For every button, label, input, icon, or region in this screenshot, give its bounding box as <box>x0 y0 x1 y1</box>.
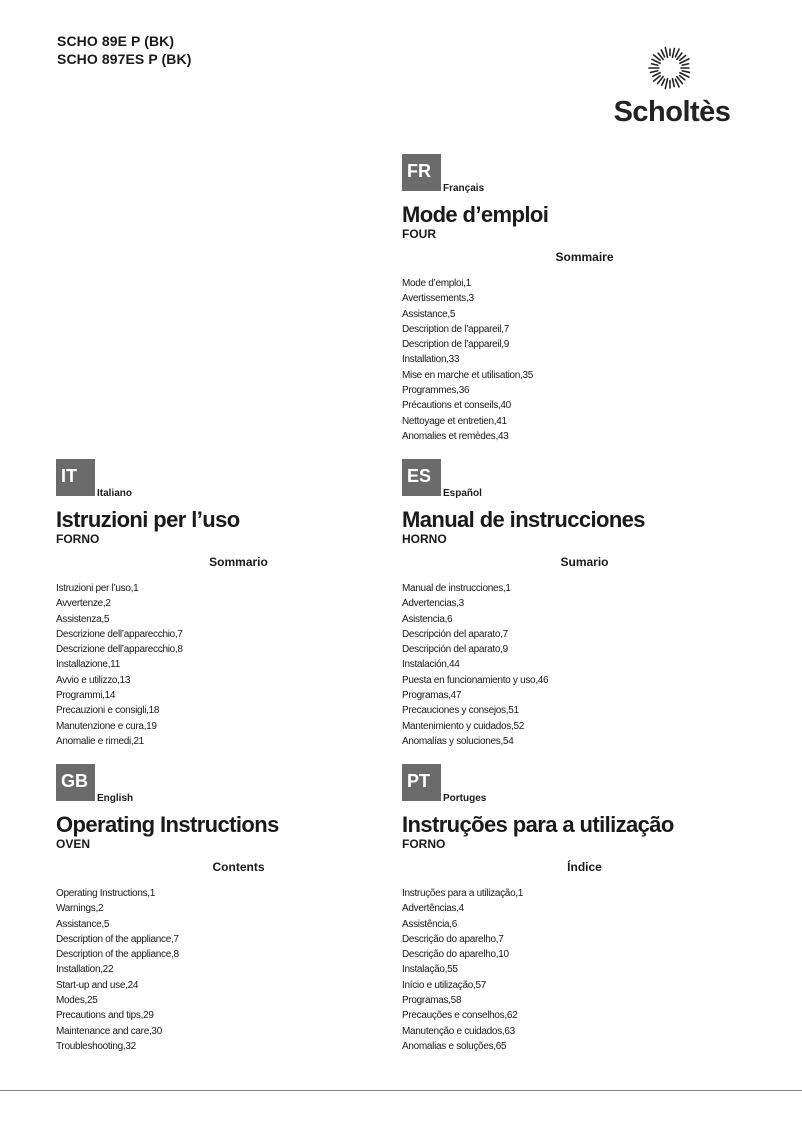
sun-ray <box>680 56 686 61</box>
toc-list <box>56 886 386 1054</box>
footer-divider <box>0 1090 802 1091</box>
brand-logo <box>612 44 732 134</box>
section-title: Operating Instructions <box>56 812 279 837</box>
toc-item: Assistenza,5 <box>56 613 110 625</box>
section-subtitle: OVEN <box>56 837 91 851</box>
section-subtitle: FORNO <box>56 532 100 546</box>
section-fr <box>402 154 732 444</box>
toc-list <box>402 276 732 444</box>
model-number: SCHO 89E P (BK) <box>57 33 175 49</box>
sun-ray <box>651 71 658 73</box>
toc-item: Installation,33 <box>402 354 460 366</box>
toc-heading: Sumario <box>560 555 609 569</box>
toc-item: Descripción del aparato,9 <box>402 644 508 656</box>
toc-item: Início e utilização,57 <box>402 979 487 991</box>
sun-ray <box>662 79 665 85</box>
sun-ray <box>682 71 689 73</box>
sun-ray <box>661 50 664 57</box>
toc-heading: Índice <box>567 860 602 874</box>
toc-heading: Sommaire <box>555 250 614 264</box>
toc-item: Instruções para a utilização,1 <box>402 888 524 899</box>
sun-ray <box>653 73 660 76</box>
toc-item: Manual de instrucciones,1 <box>402 583 511 594</box>
toc-item: Advertências,4 <box>402 903 464 915</box>
toc-item: Manutenção e cuidados,63 <box>402 1025 515 1037</box>
toc-item: Avertissements,3 <box>402 293 474 305</box>
toc-item: Descripción del aparato,7 <box>402 628 508 640</box>
toc-item: Instalação,55 <box>402 964 458 976</box>
language-code-badge: IT <box>56 459 95 496</box>
toc-item: Start-up and use,24 <box>56 979 139 991</box>
toc-item: Programas,47 <box>402 690 462 702</box>
toc-item: Assistance,5 <box>402 308 456 320</box>
toc-item: Description of the appliance,7 <box>56 933 179 945</box>
toc-item: Descrizione dell’apparecchio,7 <box>56 628 183 640</box>
section-es <box>402 459 732 749</box>
section-it <box>56 459 386 749</box>
toc-item: Anomalías y soluciones,54 <box>402 735 514 747</box>
language-name: Italiano <box>97 488 133 499</box>
toc-list <box>402 581 732 749</box>
sun-ray <box>680 76 685 80</box>
toc-item: Description de l’appareil,7 <box>402 323 509 335</box>
sun-icon <box>646 44 694 92</box>
brand-name: Scholtès <box>613 96 731 128</box>
toc-item: Description of the appliance,8 <box>56 949 179 961</box>
language-name: Portuges <box>443 793 487 804</box>
toc-item: Nettoyage et entretien,41 <box>402 415 507 427</box>
toc-item: Anomalias e soluções,65 <box>402 1040 507 1052</box>
language-code-badge: ES <box>402 459 441 496</box>
sun-ray <box>665 48 667 58</box>
toc-item: Installazione,11 <box>56 659 120 671</box>
section-pt <box>402 764 732 1054</box>
sun-ray <box>682 64 688 65</box>
toc-item: Istruzioni per l’uso,1 <box>56 583 139 594</box>
toc-item: Descrição do aparelho,10 <box>402 949 509 961</box>
language-name: English <box>97 793 134 804</box>
toc-item: Descrição do aparelho,7 <box>402 933 504 945</box>
toc-item: Precauções e conselhos,62 <box>402 1010 518 1022</box>
toc-heading: Sommario <box>209 555 268 569</box>
toc-item: Anomalie e rimedi,21 <box>56 735 144 747</box>
toc-item: Precauzioni e consigli,18 <box>56 705 160 717</box>
toc-item: Advertencias,3 <box>402 598 464 610</box>
toc-item: Anomalies et remèdes,43 <box>402 430 509 442</box>
toc-list <box>402 886 732 1054</box>
toc-item: Warnings,2 <box>56 903 104 915</box>
language-code-badge: GB <box>56 764 95 801</box>
toc-item: Précautions et conseils,40 <box>402 400 511 412</box>
toc-item: Puesta en funcionamiento y uso,46 <box>402 674 549 686</box>
model-numbers <box>57 32 191 68</box>
section-subtitle: HORNO <box>402 532 447 546</box>
toc-item: Programmi,14 <box>56 690 116 702</box>
toc-item: Operating Instructions,1 <box>56 888 155 899</box>
toc-item: Avvertenze,2 <box>56 598 111 610</box>
section-title: Istruzioni per l’uso <box>56 507 240 532</box>
section-subtitle: FORNO <box>402 837 446 851</box>
toc-item: Asistencia,6 <box>402 613 453 625</box>
sun-ray <box>672 79 674 87</box>
sun-ray <box>672 49 674 58</box>
toc-item: Troubleshooting,32 <box>56 1040 136 1052</box>
toc-item: Installation,22 <box>56 964 114 976</box>
toc-item: Descrizione dell’apparecchio,8 <box>56 644 183 656</box>
sun-ray <box>665 79 667 89</box>
language-code-badge: FR <box>402 154 441 191</box>
toc-heading: Contents <box>212 860 265 874</box>
toc-item: Mise en marche et utilisation,35 <box>402 369 534 381</box>
toc-item: Avvio e utilizzo,13 <box>56 674 131 686</box>
toc-item: Instalación,44 <box>402 659 460 671</box>
toc-item: Assistência,6 <box>402 918 458 930</box>
toc-item: Description de l’appareil,9 <box>402 339 509 351</box>
toc-item: Assistance,5 <box>56 918 110 930</box>
toc-list <box>56 581 386 749</box>
section-title: Instruções para a utilização <box>402 812 674 837</box>
toc-item: Precauciones y consejos,51 <box>402 705 519 717</box>
toc-item: Precautions and tips,29 <box>56 1010 154 1022</box>
language-code-badge: PT <box>402 764 441 801</box>
toc-item: Mode d’emploi,1 <box>402 278 471 289</box>
section-subtitle: FOUR <box>402 227 436 241</box>
toc-item: Manutenzione e cura,19 <box>56 720 157 732</box>
language-name: Español <box>443 488 482 499</box>
model-number: SCHO 897ES P (BK) <box>57 51 192 67</box>
section-title: Manual de instrucciones <box>402 507 645 532</box>
toc-item: Programas,58 <box>402 995 462 1007</box>
toc-item: Mantenimiento y cuidados,52 <box>402 720 524 732</box>
sun-ray <box>675 79 679 87</box>
sun-ray <box>651 64 657 65</box>
section-title: Mode d’emploi <box>402 202 549 227</box>
toc-item: Programmes,36 <box>402 385 470 397</box>
sun-ray <box>675 49 679 57</box>
toc-item: Modes,25 <box>56 995 98 1007</box>
toc-item: Maintenance and care,30 <box>56 1025 162 1037</box>
section-gb <box>56 764 386 1054</box>
language-name: Français <box>443 183 485 194</box>
